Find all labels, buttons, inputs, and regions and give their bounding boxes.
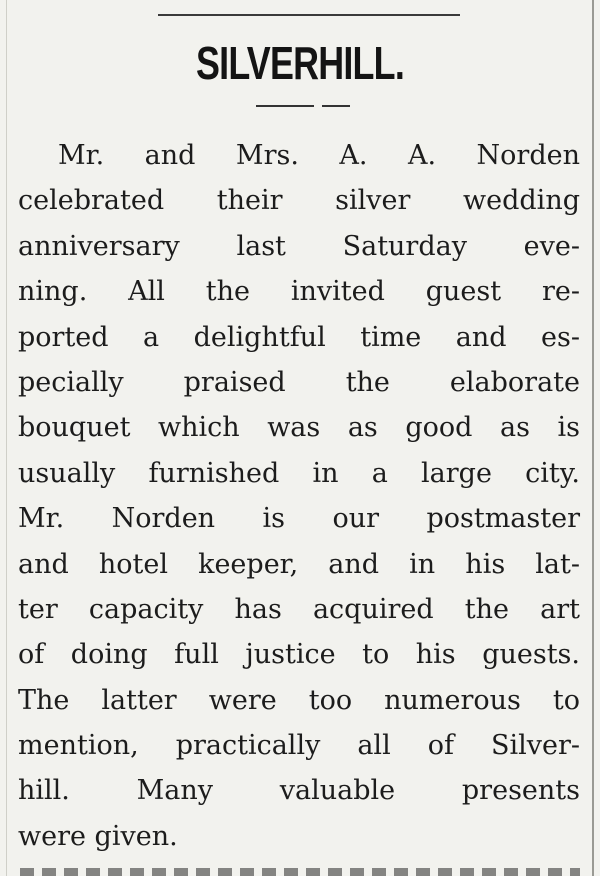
article-line: bouquet which was as good as is	[18, 412, 580, 444]
top-rule	[158, 14, 460, 16]
article-headline: SILVERHILL.	[195, 37, 405, 89]
article-line: ter capacity has acquired the art	[18, 593, 580, 625]
column-rule-right	[592, 0, 594, 876]
headline-dash-rule	[256, 105, 314, 107]
article-body	[18, 133, 580, 859]
article-line: of doing full justice to his guests.	[18, 639, 580, 671]
article-line: mention, practically all of Silver-	[18, 730, 580, 762]
article-line: ning. All the invited guest re-	[18, 276, 580, 308]
article-line: ported a delightful time and es-	[18, 321, 580, 353]
article-line: The latter were too numerous to	[18, 684, 580, 716]
column-left-edge	[6, 0, 7, 876]
article-line: celebrated their silver wedding	[18, 185, 580, 217]
article-line: were given.	[18, 820, 178, 852]
article-line: Mr. Norden is our postmaster	[18, 503, 580, 535]
article-line: hill. Many valuable presents	[18, 775, 580, 807]
article-line: Mr. and Mrs. A. A. Norden	[58, 140, 580, 171]
article-line: anniversary last Saturday eve-	[18, 230, 580, 262]
article-line: usually furnished in a large city.	[18, 457, 580, 489]
article-line: and hotel keeper, and in his lat-	[18, 548, 580, 580]
article-line: pecially praised the elaborate	[18, 366, 580, 398]
next-article-cutoff	[20, 868, 580, 876]
headline-dash-rule-short	[322, 105, 350, 107]
